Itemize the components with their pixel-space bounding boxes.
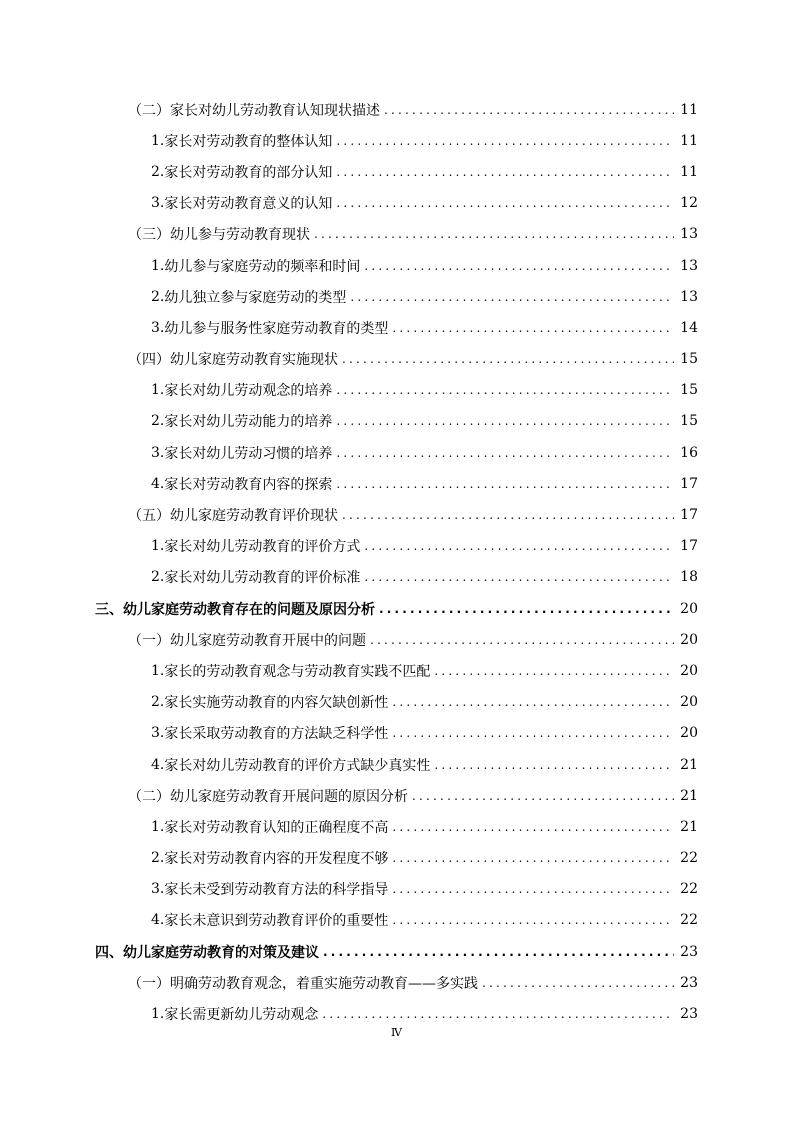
toc-entry-number: 四、 [95,944,123,961]
dot-leader [314,227,674,241]
toc-entry-number: 2. [151,694,165,711]
toc-entry[interactable] [0,125,793,156]
dot-leader [336,446,674,460]
dot-leader [336,196,674,210]
toc-entry-title: 幼儿家庭劳动教育存在的问题及原因分析 [123,601,375,618]
dot-leader [392,851,674,865]
toc-entry-number: 2. [151,163,165,180]
toc-entry-title: 家长对劳动教育内容的探索 [164,476,333,493]
dot-leader [323,945,674,959]
dot-leader [392,695,674,709]
toc-entry[interactable] [0,874,793,905]
toc-entry-number: （二） [128,102,170,119]
toc-entry-page: 22 [680,850,698,867]
toc-entry-page: 21 [680,756,698,773]
dot-leader [342,352,674,366]
dot-leader [336,383,674,397]
toc-entry[interactable] [0,531,793,562]
toc-entry-title: 幼儿家庭劳动教育实施现状 [170,352,338,369]
dot-leader [384,103,674,117]
toc-entry-title: 家长未意识到劳动教育评价的重要性 [164,913,389,930]
toc-entry-number: 1. [151,818,165,835]
toc-entry-page: 17 [680,507,698,524]
toc-entry[interactable] [0,344,793,375]
dot-leader [379,602,674,616]
toc-entry-page: 15 [680,351,698,368]
dot-leader [322,1007,674,1021]
toc-entry[interactable] [0,843,793,874]
toc-entry-title: 家长对幼儿劳动观念的培养 [164,383,333,400]
toc-entry-number: （二） [128,788,170,805]
dot-leader [482,976,674,990]
toc-entry[interactable] [0,655,793,686]
toc-entry-number: （四） [128,352,170,369]
toc-entry-page: 23 [680,943,698,960]
toc-entry-number: 三、 [95,601,123,618]
dot-leader [336,477,674,491]
toc-entry-title: 幼儿参与家庭劳动的频率和时间 [164,258,361,275]
toc-entry-number: 2. [151,413,165,430]
dot-leader [336,414,674,428]
toc-entry-title: 家长对幼儿劳动教育的评价标准 [164,570,361,587]
toc-entry[interactable] [0,998,793,1029]
toc-entry-page: 16 [680,444,698,461]
toc-entry-page: 12 [680,195,698,212]
toc-entry-page: 11 [680,101,698,118]
toc-entry-page: 20 [680,694,698,711]
toc-entry-title: 家长需更新幼儿劳动观念 [164,1007,319,1024]
toc-entry-number: 3. [151,195,165,212]
toc-entry-title: 幼儿家庭劳动教育开展中的问题 [170,632,366,649]
toc-entry[interactable] [0,375,793,406]
toc-entry[interactable] [0,780,793,811]
toc-entry-page: 13 [680,257,698,274]
toc-entry-page: 22 [680,881,698,898]
toc-entry-number: （一） [128,632,170,649]
toc-entry-number: 3. [151,881,165,898]
toc-entry-page: 20 [680,600,698,617]
toc-entry[interactable] [0,156,793,187]
toc-entry[interactable] [0,250,793,281]
dot-leader [342,508,674,522]
toc-entry-title: 家长对幼儿劳动习惯的培养 [164,445,333,462]
toc-entry[interactable] [0,499,793,530]
toc-entry-title: 幼儿独立参与家庭劳动的类型 [164,289,347,306]
toc-entry-page: 23 [680,974,698,991]
toc-entry-number: 4. [151,912,165,929]
toc-entry-number: 1. [151,538,165,555]
dot-leader [392,913,674,927]
toc-entry-number: 3. [151,444,165,461]
dot-leader [350,290,674,304]
toc-entry[interactable] [0,562,793,593]
toc-entry-title: 家长对幼儿劳动教育的评价方式缺少真实性 [164,757,431,774]
dot-leader [412,789,674,803]
dot-leader [392,321,674,335]
toc-entry-title: 家长对劳动教育的部分认知 [164,164,333,181]
toc-entry-title: 家长实施劳动教育的内容欠缺创新性 [164,695,389,712]
toc-entry-number: （三） [128,227,170,244]
toc-entry[interactable] [0,718,793,749]
toc-entry-title: 幼儿参与劳动教育现状 [170,227,310,244]
toc-entry-title: 明确劳动教育观念，着重实施劳动教育——多实践 [170,975,478,992]
toc-entry-page: 21 [680,818,698,835]
toc-entry-page: 17 [680,538,698,555]
dot-leader [364,259,674,273]
toc-chapter-entry[interactable] [0,593,793,624]
toc-entry-page: 15 [680,382,698,399]
toc-entry-title: 家长对幼儿劳动能力的培养 [164,414,333,431]
toc-entry-title: 家长对劳动教育的整体认知 [164,133,333,150]
toc-entry[interactable] [0,406,793,437]
dot-leader [336,165,674,179]
toc-entry[interactable] [0,905,793,936]
toc-entry[interactable] [0,312,793,343]
toc-entry-title: 家长对劳动教育认知的正确程度不高 [164,819,389,836]
toc-entry[interactable] [0,687,793,718]
toc-entry-title: 幼儿参与服务性家庭劳动教育的类型 [164,320,389,337]
toc-entry-title: 家长对劳动教育意义的认知 [164,196,333,213]
toc-entry-page: 20 [680,631,698,648]
toc-entry[interactable] [0,749,793,780]
table-of-contents [0,94,793,1030]
toc-entry-title: 家长对幼儿劳动教育的评价方式 [164,539,361,556]
toc-entry-page: 13 [680,226,698,243]
toc-entry-number: 1. [151,1006,165,1023]
toc-entry[interactable] [0,468,793,499]
toc-entry-page: 15 [680,413,698,430]
toc-entry-title: 家长未受到劳动教育方法的科学指导 [164,882,389,899]
toc-entry-number: 1. [151,662,165,679]
dot-leader [364,539,674,553]
dot-leader [370,633,674,647]
toc-entry-number: 3. [151,319,165,336]
toc-entry-title: 幼儿家庭劳动教育评价现状 [170,508,338,525]
toc-entry-number: 4. [151,756,165,773]
toc-chapter-entry[interactable] [0,936,793,967]
toc-entry-page: 20 [680,725,698,742]
toc-entry[interactable] [0,624,793,655]
toc-entry-page: 11 [680,163,698,180]
toc-entry-title: 家长采取劳动教育的方法缺乏科学性 [164,726,389,743]
toc-entry-number: 4. [151,475,165,492]
toc-entry-page: 11 [680,132,698,149]
toc-entry-number: 2. [151,288,165,305]
dot-leader [392,882,674,896]
toc-entry-number: 1. [151,132,165,149]
dot-leader [434,758,674,772]
toc-entry-number: 3. [151,725,165,742]
toc-entry-page: 14 [680,319,698,336]
toc-entry[interactable] [0,281,793,312]
dot-leader [364,570,674,584]
toc-entry-number: （五） [128,508,170,525]
toc-entry-title: 家长对劳动教育内容的开发程度不够 [164,851,389,868]
toc-entry-page: 18 [680,569,698,586]
toc-entry-page: 21 [680,787,698,804]
toc-entry-page: 20 [680,662,698,679]
toc-entry-number: 2. [151,850,165,867]
toc-entry[interactable] [0,219,793,250]
dot-leader [392,726,674,740]
toc-entry-number: （一） [128,975,170,992]
dot-leader [392,820,674,834]
toc-entry[interactable] [0,811,793,842]
toc-entry[interactable] [0,967,793,998]
toc-entry[interactable] [0,437,793,468]
toc-entry-number: 1. [151,257,165,274]
dot-leader [434,664,674,678]
toc-entry-title: 幼儿家庭劳动教育开展问题的原因分析 [170,788,408,805]
dot-leader [336,134,674,148]
toc-entry[interactable] [0,94,793,125]
toc-entry-page: 17 [680,475,698,492]
toc-entry-title: 家长的劳动教育观念与劳动教育实践不匹配 [164,663,431,680]
toc-entry-title: 幼儿家庭劳动教育的对策及建议 [123,944,319,961]
toc-entry-number: 2. [151,569,165,586]
toc-entry-page: 13 [680,288,698,305]
page-number-footer: Ⅳ [391,1026,402,1039]
toc-entry-number: 1. [151,382,165,399]
toc-entry-title: 家长对幼儿劳动教育认知现状描述 [170,102,380,119]
toc-entry-page: 23 [680,1006,698,1023]
toc-entry-page: 22 [680,912,698,929]
toc-entry[interactable] [0,188,793,219]
